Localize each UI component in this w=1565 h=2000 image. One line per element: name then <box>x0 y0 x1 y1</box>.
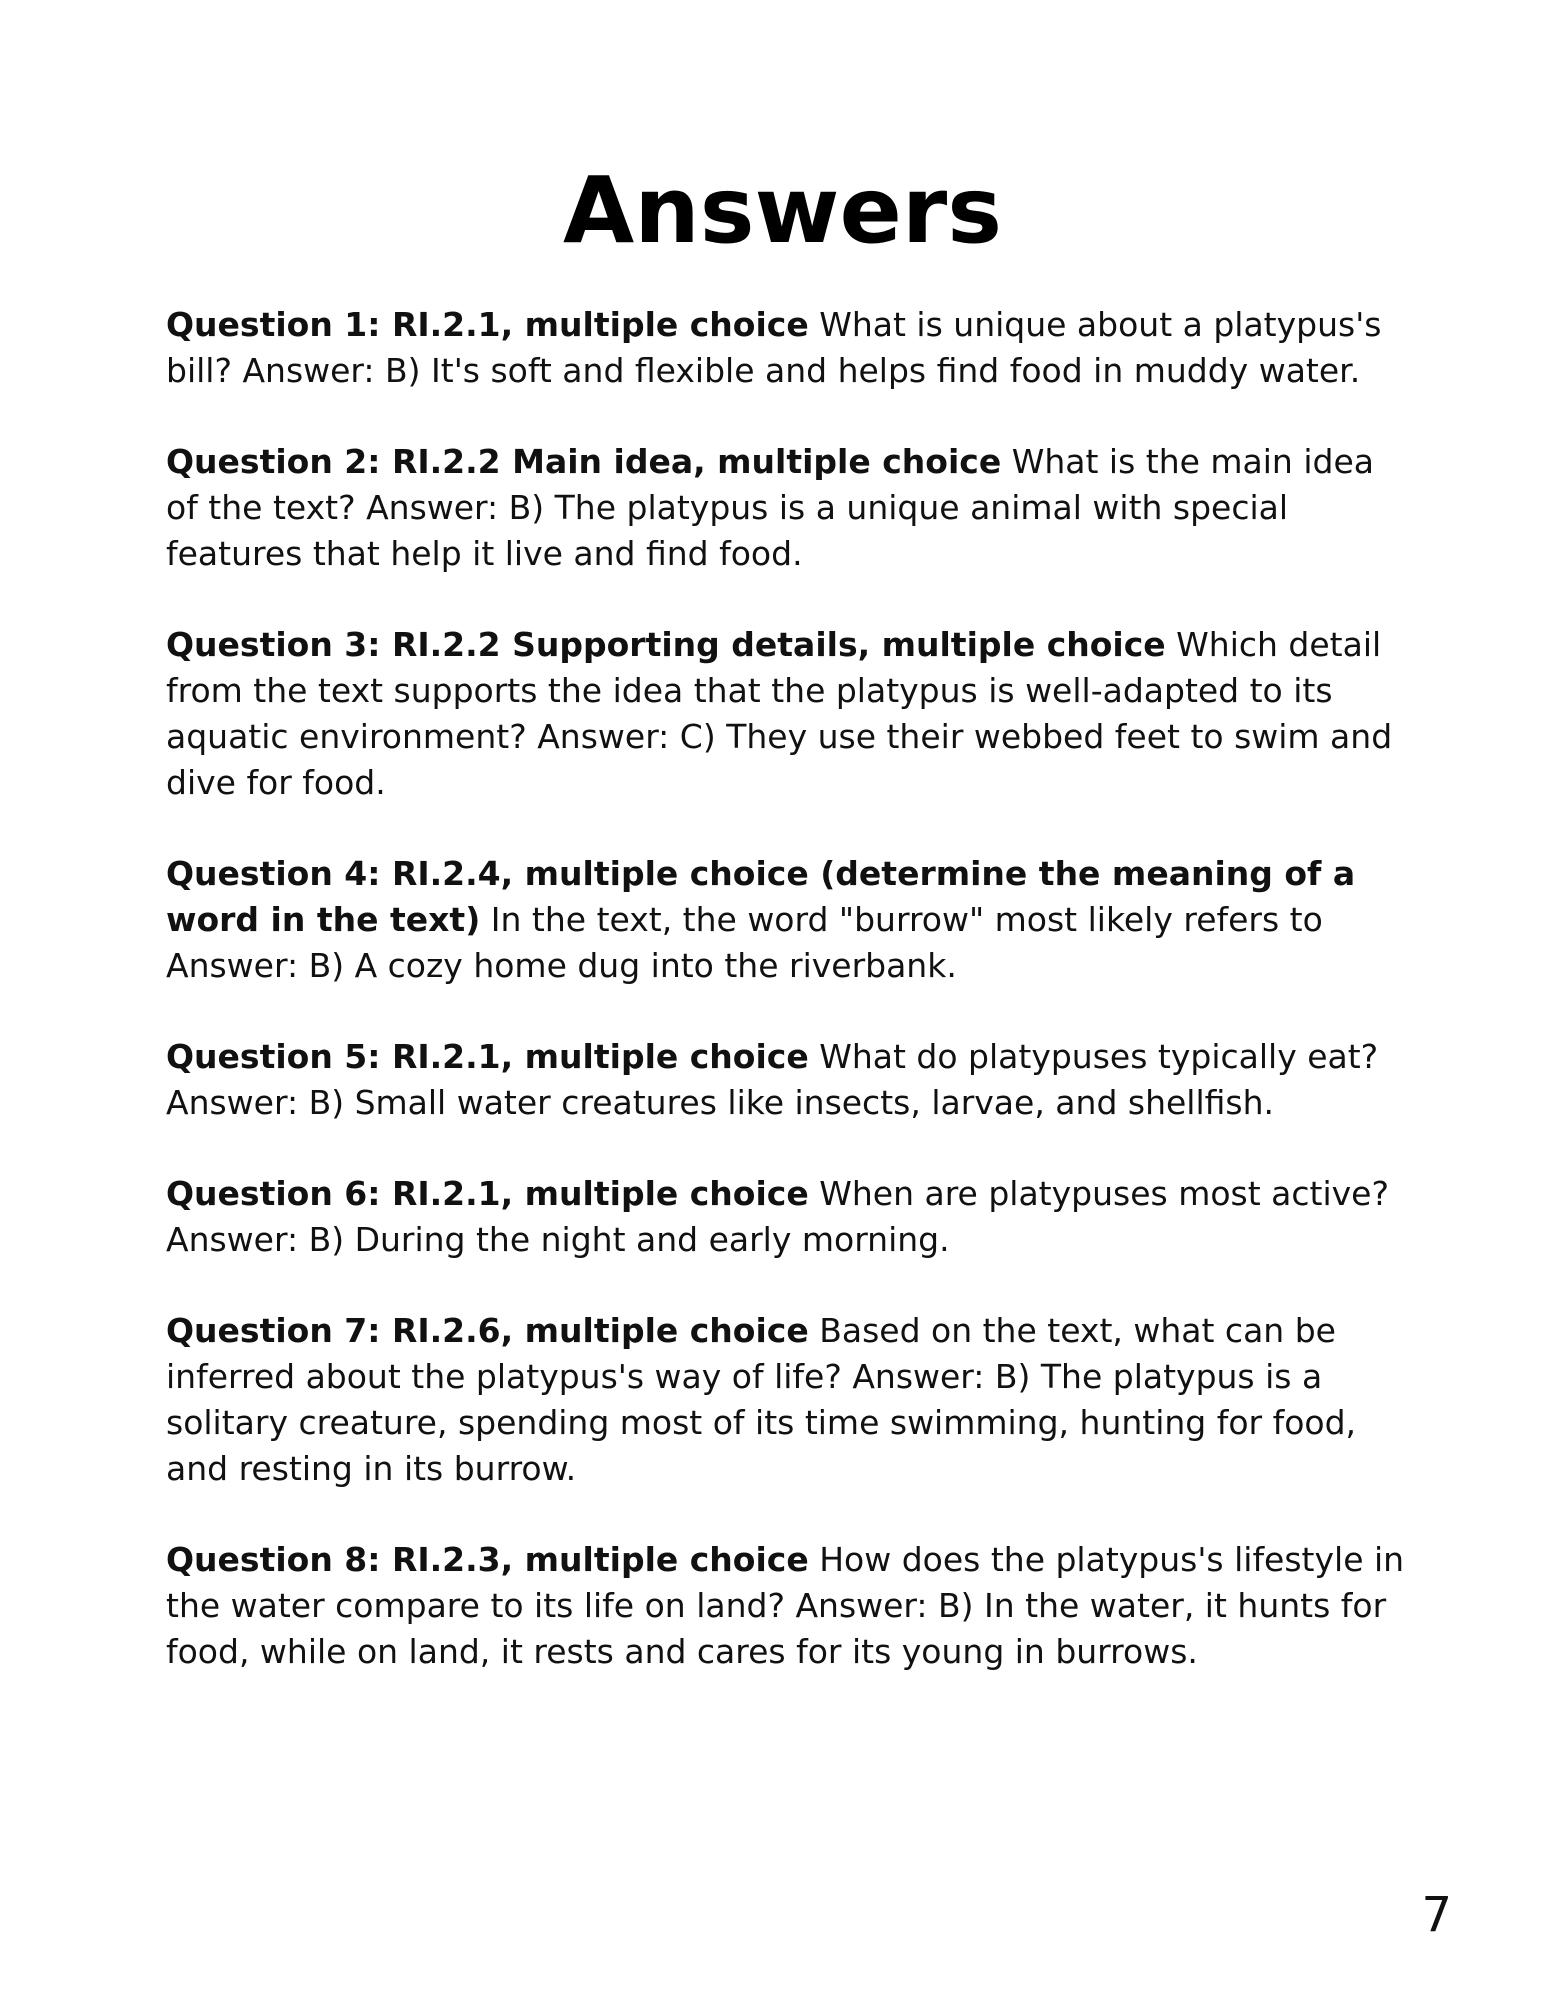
question-label: Question 3: RI.2.2 Supporting details, multiple choice <box>166 625 1166 664</box>
question-label: Question 7: RI.2.6, multiple choice <box>166 1311 809 1350</box>
answer-item-4 <box>166 851 1406 989</box>
question-answer-text: What is the main idea of the text? Answer: B) The platypus is a unique animal with special features that help it live and find food. <box>166 442 1374 573</box>
question-answer-text: Based on the text, what can be inferred about the platypus's way of life? Answer: B) The platypus is a solitary creature, spending most of its time swimming, hunting for food, and resting in its burrow. <box>166 1311 1357 1488</box>
page-title: Answers <box>563 157 1002 264</box>
question-label: Question 8: RI.2.3, multiple choice <box>166 1540 809 1579</box>
answers-list <box>166 302 1406 1720</box>
question-answer-text: In the text, the word "burrow" most likely refers to Answer: B) A cozy home dug into the riverbank. <box>166 900 1323 985</box>
answer-item-6 <box>166 1171 1406 1263</box>
question-label: Question 1: RI.2.1, multiple choice <box>166 305 809 344</box>
page-number: 7 <box>1421 1887 1452 1943</box>
question-label: Question 5: RI.2.1, multiple choice <box>166 1037 809 1076</box>
question-answer-text: What do platypuses typically eat? Answer: B) Small water creatures like insects, larvae, and shellfish. <box>166 1037 1379 1122</box>
answer-item-7 <box>166 1308 1406 1492</box>
question-answer-text: Which detail from the text supports the idea that the platypus is well-adapted to its aquatic environment? Answer: C) They use their webbed feet to swim and dive for food. <box>166 625 1393 802</box>
answer-item-3 <box>166 622 1406 806</box>
question-answer-text: What is unique about a platypus's bill? Answer: B) It's soft and flexible and helps find food in muddy water. <box>166 305 1382 390</box>
question-label: Question 4: RI.2.4, multiple choice (determine the meaning of a word in the text) <box>166 854 1356 939</box>
question-answer-text: How does the platypus's lifestyle in the water compare to its life on land? Answer: B) In the water, it hunts for food, while on land, it rests and cares for its young in burrows. <box>166 1540 1405 1671</box>
question-label: Question 2: RI.2.2 Main idea, multiple choice <box>166 442 1002 481</box>
answer-item-2 <box>166 439 1406 577</box>
answer-item-8 <box>166 1537 1406 1675</box>
question-label: Question 6: RI.2.1, multiple choice <box>166 1174 809 1213</box>
answer-item-5 <box>166 1034 1406 1126</box>
answer-item-1 <box>166 302 1406 394</box>
question-answer-text: When are platypuses most active? Answer: B) During the night and early morning. <box>166 1174 1389 1259</box>
